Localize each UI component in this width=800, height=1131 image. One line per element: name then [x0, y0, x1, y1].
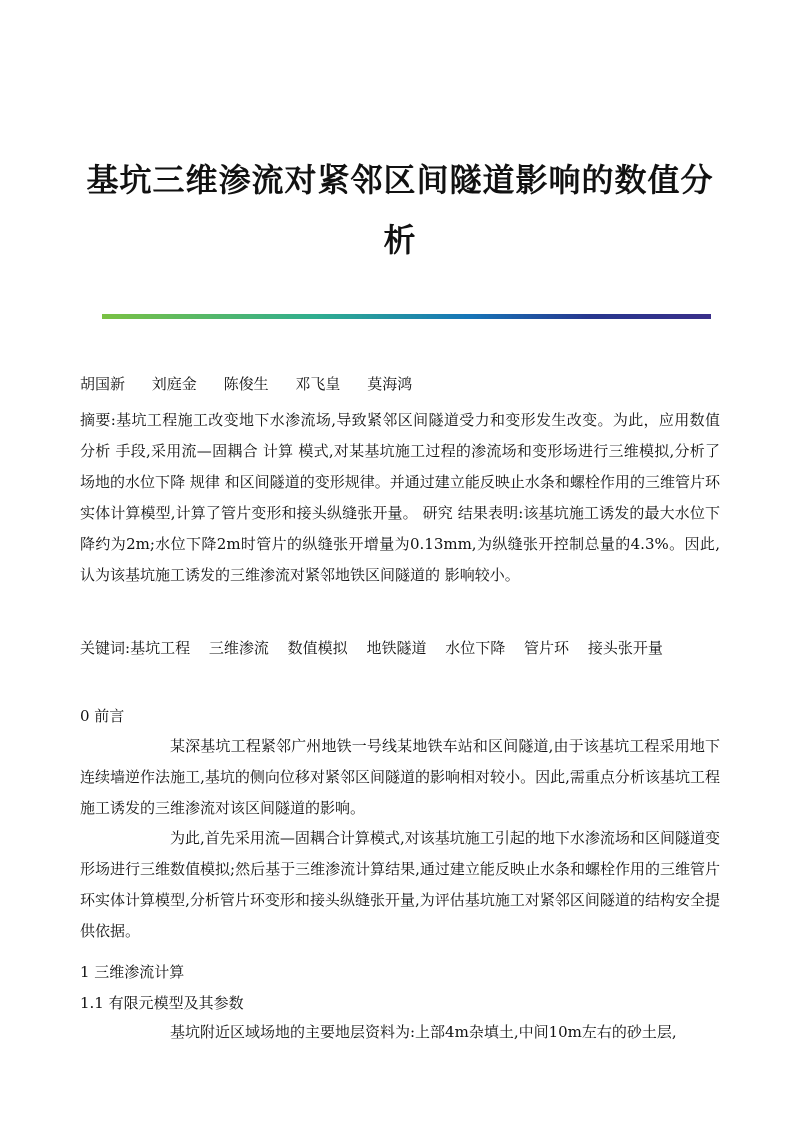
paper-title: 基坑三维渗流对紧邻区间隧道影响的数值分析: [86, 161, 714, 259]
title-divider: [102, 314, 711, 319]
abstract: 摘要:基坑工程施工改变地下水渗流场,导致紧邻区间隧道受力和变形发生改变。为此，应用数值 分析 手段,采用流—固耦合 计算 模式,对某基坑施工过程的渗流场和变形场进行三维模拟,分析了场地的水位下降 规律 和区间隧道的变形规律。并通过建立能反映止水条和螺栓作用的三维管片环实体计算模型,计算了管片变形和接头纵缝张开量。 研究 结果表明:该基坑施工诱发的最大水位下降约为2m;水位下降2m时管片的纵缝张开增量为0.13mm,为纵缝张开控制总量的4.3%。因此,认为该基坑施工诱发的三维渗流对紧邻地铁区间隧道的 影响较小。: [80, 411, 720, 584]
author: 陈俊生: [223, 375, 269, 393]
section-heading-0: 0 前言: [80, 707, 125, 725]
keyword: 接头张开量: [587, 639, 663, 657]
subsection-heading-1-1: 1.1 有限元模型及其参数: [80, 994, 244, 1012]
keyword: 地铁隧道: [366, 639, 427, 657]
author: 刘庭金: [151, 375, 197, 393]
body-paragraph: 基坑附近区域场地的主要地层资料为:上部4m杂填土,中间10m左右的砂土层,: [170, 1023, 677, 1041]
body-paragraph: 为此,首先采用流—固耦合计算模式,对该基坑施工引起的地下水渗流场和区间隧道变形场进行三维数值模拟;然后基于三维渗流计算结果,通过建立能反映止水条和螺栓作用的三维管片环实体计算模型,分析管片环变形和接头纵缝张开量,为评估基坑施工对紧邻区间隧道的结构安全提供依据。: [80, 829, 720, 940]
keyword: 数值模拟: [287, 639, 348, 657]
section-heading-1: 1 三维渗流计算: [80, 963, 185, 981]
body-paragraph: 某深基坑工程紧邻广州地铁一号线某地铁车站和区间隧道,由于该基坑工程采用地下连续墙逆作法施工,基坑的侧向位移对紧邻区间隧道的影响相对较小。因此,需重点分析该基坑工程施工诱发的三维渗流对该区间隧道的影响。: [80, 737, 720, 817]
keyword: 水位下降: [445, 639, 506, 657]
keyword: 管片环: [524, 639, 570, 657]
author: 莫海鸿: [367, 375, 413, 393]
keyword: 基坑工程: [130, 639, 191, 657]
keywords: [80, 633, 720, 664]
author: 胡国新: [80, 375, 126, 393]
keywords-label: 关键词:: [80, 639, 131, 657]
keyword: 三维渗流: [208, 639, 269, 657]
author: 邓飞皇: [295, 375, 341, 393]
author-list: [80, 372, 434, 396]
